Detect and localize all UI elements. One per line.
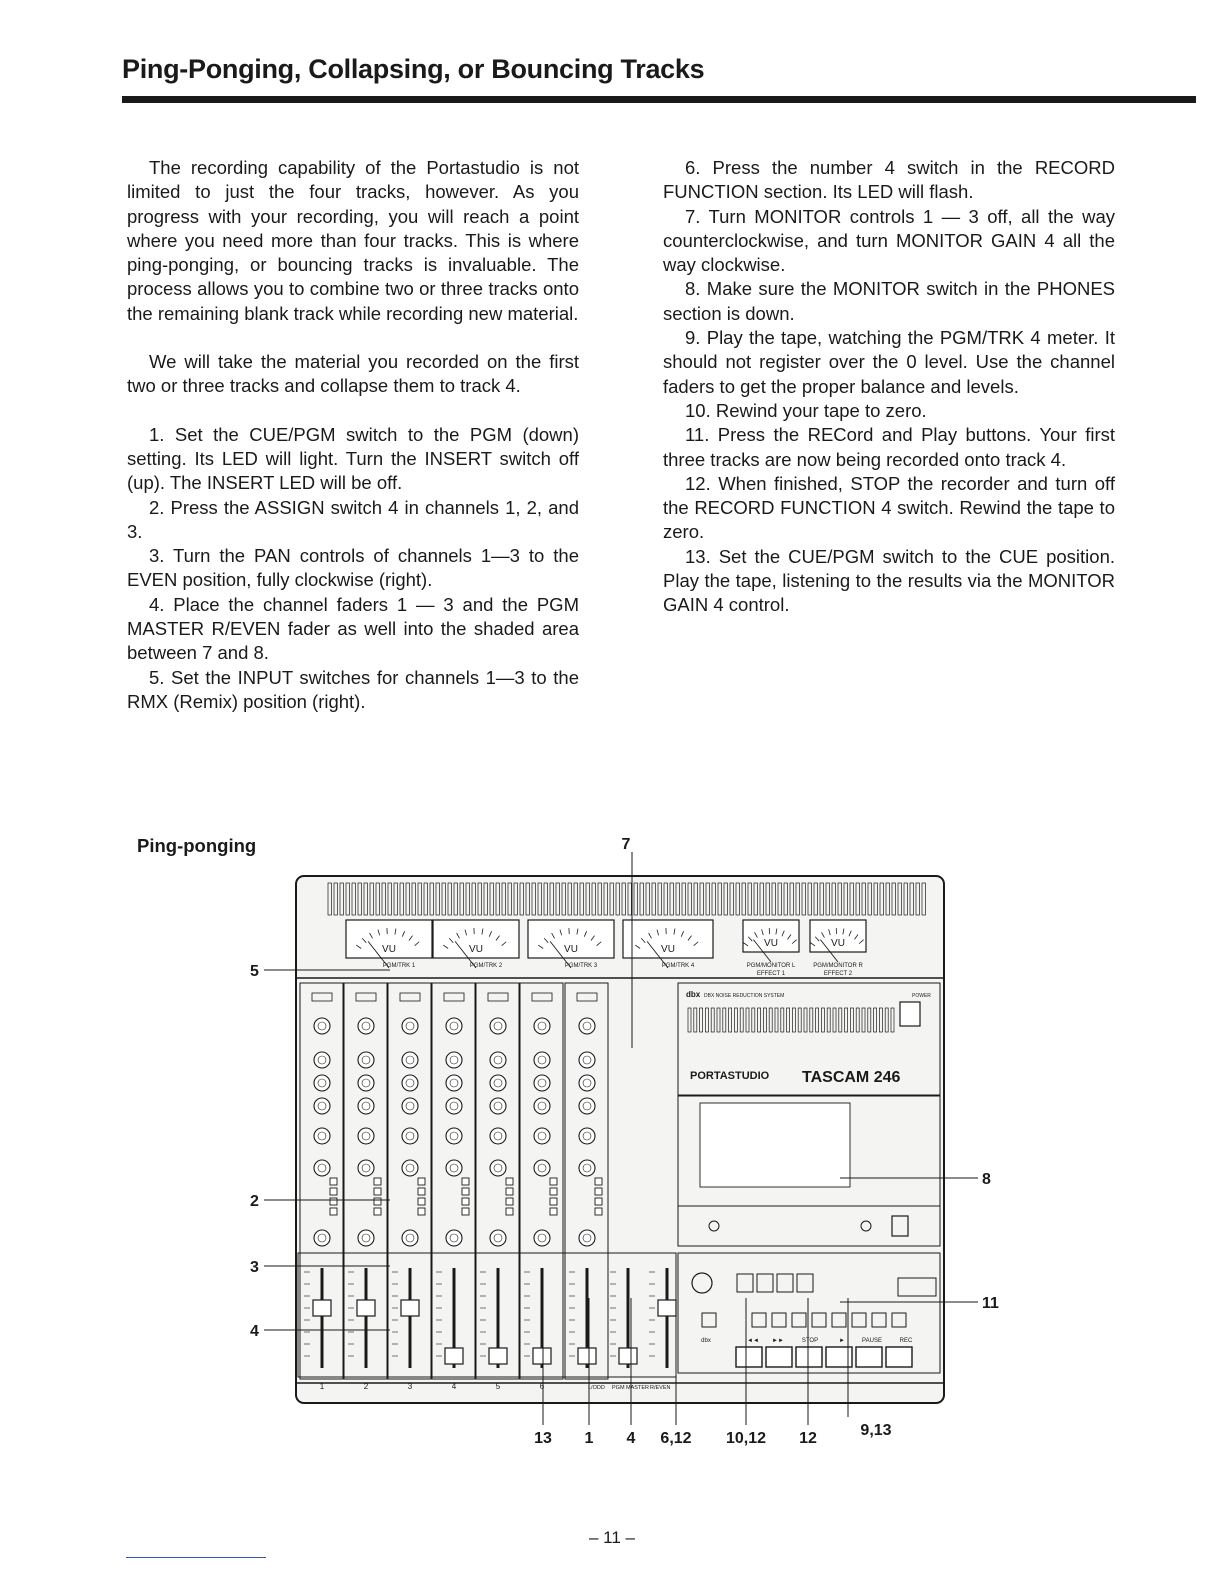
step-5: 5. Set the INPUT switches for channels 1—3 to the RMX (Remix) position (right). xyxy=(127,666,579,712)
right-column xyxy=(663,156,1115,618)
assign-switch xyxy=(330,1178,337,1185)
fader-cap xyxy=(578,1348,596,1364)
assign-switch xyxy=(506,1198,513,1205)
channel-knob xyxy=(358,1160,374,1176)
channel-knob xyxy=(402,1160,418,1176)
channel-knob xyxy=(579,1018,595,1034)
channel-knob xyxy=(314,1098,330,1114)
channel-knob xyxy=(446,1052,462,1068)
fader-cap xyxy=(357,1300,375,1316)
step-4: 4. Place the channel faders 1 — 3 and the PGM MASTER R/EVEN fader as well into the shaded area between 7 and 8. xyxy=(127,593,579,664)
assign-switch xyxy=(418,1178,425,1185)
channel-knob xyxy=(446,1098,462,1114)
step-13: 13. Set the CUE/PGM switch to the CUE position. Play the tape, listening to the results via the MONITOR GAIN 4 control. xyxy=(663,545,1115,616)
even-label: R/EVEN xyxy=(650,1385,671,1391)
fader-cap xyxy=(313,1300,331,1316)
assign-switch xyxy=(330,1188,337,1195)
meter-subcaption: EFFECT 1 xyxy=(756,971,786,977)
channel-knob xyxy=(490,1075,506,1091)
assign-switch xyxy=(550,1178,557,1185)
transport-key xyxy=(886,1347,912,1367)
dbx-system-label: DBX NOISE REDUCTION SYSTEM xyxy=(704,993,785,999)
title-rule xyxy=(122,96,1196,103)
meter-caption: PGM/TRK 1 xyxy=(382,963,416,969)
transport-label: REC xyxy=(899,1338,913,1344)
channel-knob xyxy=(314,1018,330,1034)
assign-switch xyxy=(418,1188,425,1195)
channel-knob xyxy=(490,1018,506,1034)
channel-knob xyxy=(402,1128,418,1144)
callout-label: 3 xyxy=(250,1259,259,1276)
callout-label: 12 xyxy=(799,1430,817,1447)
step-1: 1. Set the CUE/PGM switch to the PGM (down) setting. Its LED will light. Turn the INSERT switch off (up). The INSERT LED will be off. xyxy=(127,423,579,494)
channel-number: 3 xyxy=(407,1382,413,1391)
dbx-logo: dbx xyxy=(686,990,701,999)
channel-knob xyxy=(579,1098,595,1114)
channel-knob xyxy=(402,1230,418,1246)
collapse-paragraph: We will take the material you recorded on the first two or three tracks and collapse them to track 4. xyxy=(127,351,579,397)
cassette-window xyxy=(700,1103,850,1187)
assign-switch xyxy=(506,1178,513,1185)
channel-number: 4 xyxy=(451,1382,457,1391)
transport-key xyxy=(766,1347,792,1367)
transport-label: ►► xyxy=(772,1338,784,1344)
channel-knob xyxy=(402,1052,418,1068)
vu-label: VU xyxy=(382,944,396,955)
assign-switch xyxy=(506,1208,513,1215)
assign-switch xyxy=(550,1208,557,1215)
channel-knob xyxy=(314,1160,330,1176)
callout-label: 5 xyxy=(250,963,259,980)
transport-label: STOP xyxy=(801,1338,819,1344)
vu-label: VU xyxy=(661,944,675,955)
vu-label: VU xyxy=(831,938,845,949)
assign-switch xyxy=(595,1178,602,1185)
callout-label: 7 xyxy=(621,836,631,853)
fader-cap xyxy=(533,1348,551,1364)
meter-caption: PGM/TRK 2 xyxy=(469,963,503,969)
meter-caption: PGM/TRK 3 xyxy=(564,963,598,969)
vu-label: VU xyxy=(564,944,578,955)
channel-knob xyxy=(402,1098,418,1114)
channel-knob xyxy=(579,1052,595,1068)
figure-caption: Ping-ponging xyxy=(137,835,257,856)
channel-knob xyxy=(579,1128,595,1144)
callout-label: 11 xyxy=(982,1295,999,1312)
transport-key xyxy=(796,1347,822,1367)
channel-knob xyxy=(534,1052,550,1068)
step-11: 11. Press the RECord and Play buttons. Your first three tracks are now being recorded onto track 4. xyxy=(663,424,1115,470)
left-column xyxy=(127,156,579,714)
step-2: 2. Press the ASSIGN switch 4 in channels 1, 2, and 3. xyxy=(127,496,579,542)
channel-knob xyxy=(534,1160,550,1176)
channel-knob xyxy=(314,1230,330,1246)
channel-knob xyxy=(446,1160,462,1176)
vu-label: VU xyxy=(764,938,778,949)
transport-key xyxy=(856,1347,882,1367)
callout-label: 1 xyxy=(584,1430,594,1447)
channel-number: 5 xyxy=(495,1382,501,1391)
assign-switch xyxy=(374,1178,381,1185)
transport-label: dbx xyxy=(701,1338,711,1344)
assign-switch xyxy=(330,1208,337,1215)
step-7: 7. Turn MONITOR controls 1 — 3 off, all the way counterclockwise, and turn MONITOR GAIN 4 all the way clockwise. xyxy=(663,205,1115,276)
transport-label: ► xyxy=(839,1338,845,1344)
channel-knob xyxy=(314,1128,330,1144)
channel-knob xyxy=(534,1075,550,1091)
assign-switch xyxy=(595,1188,602,1195)
channel-knob xyxy=(490,1128,506,1144)
page-number: – 11 – xyxy=(588,1528,635,1547)
channel-knob xyxy=(490,1230,506,1246)
channel-knob xyxy=(446,1075,462,1091)
meter-caption: PGM/MONITOR L xyxy=(746,963,796,969)
channel-knob xyxy=(358,1128,374,1144)
fader-cap xyxy=(658,1300,676,1316)
callout-label: 10,12 xyxy=(725,1430,767,1447)
portastudio-diagram xyxy=(240,828,1020,1468)
channel-knob xyxy=(490,1160,506,1176)
channel-knob xyxy=(358,1052,374,1068)
assign-switch xyxy=(418,1208,425,1215)
channel-knob xyxy=(358,1075,374,1091)
channel-knob xyxy=(446,1128,462,1144)
channel-knob xyxy=(314,1052,330,1068)
channel-knob xyxy=(402,1075,418,1091)
channel-knob xyxy=(358,1018,374,1034)
fader-cap xyxy=(401,1300,419,1316)
channel-knob xyxy=(402,1018,418,1034)
fader-cap xyxy=(445,1348,463,1364)
channel-knob xyxy=(534,1128,550,1144)
channel-number: 1 xyxy=(319,1382,325,1391)
step-10: 10. Rewind your tape to zero. xyxy=(685,399,927,421)
callout-label: 8 xyxy=(982,1171,991,1188)
assign-switch xyxy=(462,1178,469,1185)
assign-switch xyxy=(506,1188,513,1195)
page-title: Ping-Ponging, Collapsing, or Bouncing Tracks xyxy=(122,54,705,84)
step-9: 9. Play the tape, watching the PGM/TRK 4 meter. It should not register over the 0 level. Use the channel faders to get the proper balance and levels. xyxy=(663,327,1115,397)
assign-switch xyxy=(374,1208,381,1215)
channel-knob xyxy=(534,1098,550,1114)
footer-rule xyxy=(126,1557,266,1558)
assign-switch xyxy=(374,1198,381,1205)
master-label: PGM MASTER xyxy=(612,1385,649,1391)
fader-cap xyxy=(489,1348,507,1364)
transport-label: PAUSE xyxy=(862,1338,882,1344)
power-button xyxy=(900,1002,920,1026)
assign-switch xyxy=(595,1208,602,1215)
callout-label: 2 xyxy=(250,1193,259,1210)
callout-label: 4 xyxy=(250,1323,259,1340)
channel-knob xyxy=(490,1052,506,1068)
channel-knob xyxy=(358,1098,374,1114)
step-6: 6. Press the number 4 switch in the RECORD FUNCTION section. Its LED will flash. xyxy=(663,157,1115,203)
meter-caption: PGM/MONITOR R xyxy=(813,963,863,969)
channel-knob xyxy=(314,1075,330,1091)
callout-label: 13 xyxy=(534,1430,552,1447)
assign-switch xyxy=(550,1198,557,1205)
channel-knob xyxy=(446,1018,462,1034)
channel-knob xyxy=(579,1160,595,1176)
assign-switch xyxy=(462,1208,469,1215)
brand-label: PORTASTUDIO xyxy=(690,1070,770,1082)
channel-knob xyxy=(534,1018,550,1034)
odd-label: L/ODD xyxy=(588,1385,605,1391)
channel-number: 6 xyxy=(539,1382,545,1391)
transport-label: ◄◄ xyxy=(747,1338,759,1344)
step-12: 12. When finished, STOP the recorder and turn off the RECORD FUNCTION 4 switch. Rewind the tape to zero. xyxy=(663,472,1115,543)
channel-knob xyxy=(579,1075,595,1091)
callout-label: 6,12 xyxy=(660,1430,692,1447)
callout-label: 4 xyxy=(626,1430,636,1447)
step-8: 8. Make sure the MONITOR switch in the PHONES section is down. xyxy=(663,278,1115,324)
channel-number: 2 xyxy=(363,1382,369,1391)
assign-switch xyxy=(418,1198,425,1205)
channel-knob xyxy=(534,1230,550,1246)
assign-switch xyxy=(595,1198,602,1205)
assign-switch xyxy=(462,1188,469,1195)
step-3: 3. Turn the PAN controls of channels 1—3 to the EVEN position, fully clockwise (right). xyxy=(127,545,579,591)
assign-switch xyxy=(330,1198,337,1205)
channel-knob xyxy=(446,1230,462,1246)
assign-switch xyxy=(374,1188,381,1195)
callout-label: 9,13 xyxy=(860,1422,892,1439)
transport-key xyxy=(736,1347,762,1367)
channel-knob xyxy=(579,1230,595,1246)
assign-switch xyxy=(550,1188,557,1195)
fader-cap xyxy=(619,1348,637,1364)
channel-knob xyxy=(490,1098,506,1114)
meter-caption: PGM/TRK 4 xyxy=(661,963,695,969)
meter-subcaption: EFFECT 2 xyxy=(823,971,853,977)
channel-knob xyxy=(358,1230,374,1246)
power-label: POWER xyxy=(912,993,931,999)
model-label: TASCAM 246 xyxy=(802,1069,901,1086)
intro-paragraph: The recording capability of the Portastudio is not limited to just the four tracks, however. As you progress with your recording, you will reach a point where you need more than four tracks. This is where ping-ponging, or bouncing tracks is invaluable. The process allows you to combine two or three tracks onto the remaining blank track while recording new material. xyxy=(127,157,579,324)
vu-label: VU xyxy=(469,944,483,955)
assign-switch xyxy=(462,1198,469,1205)
